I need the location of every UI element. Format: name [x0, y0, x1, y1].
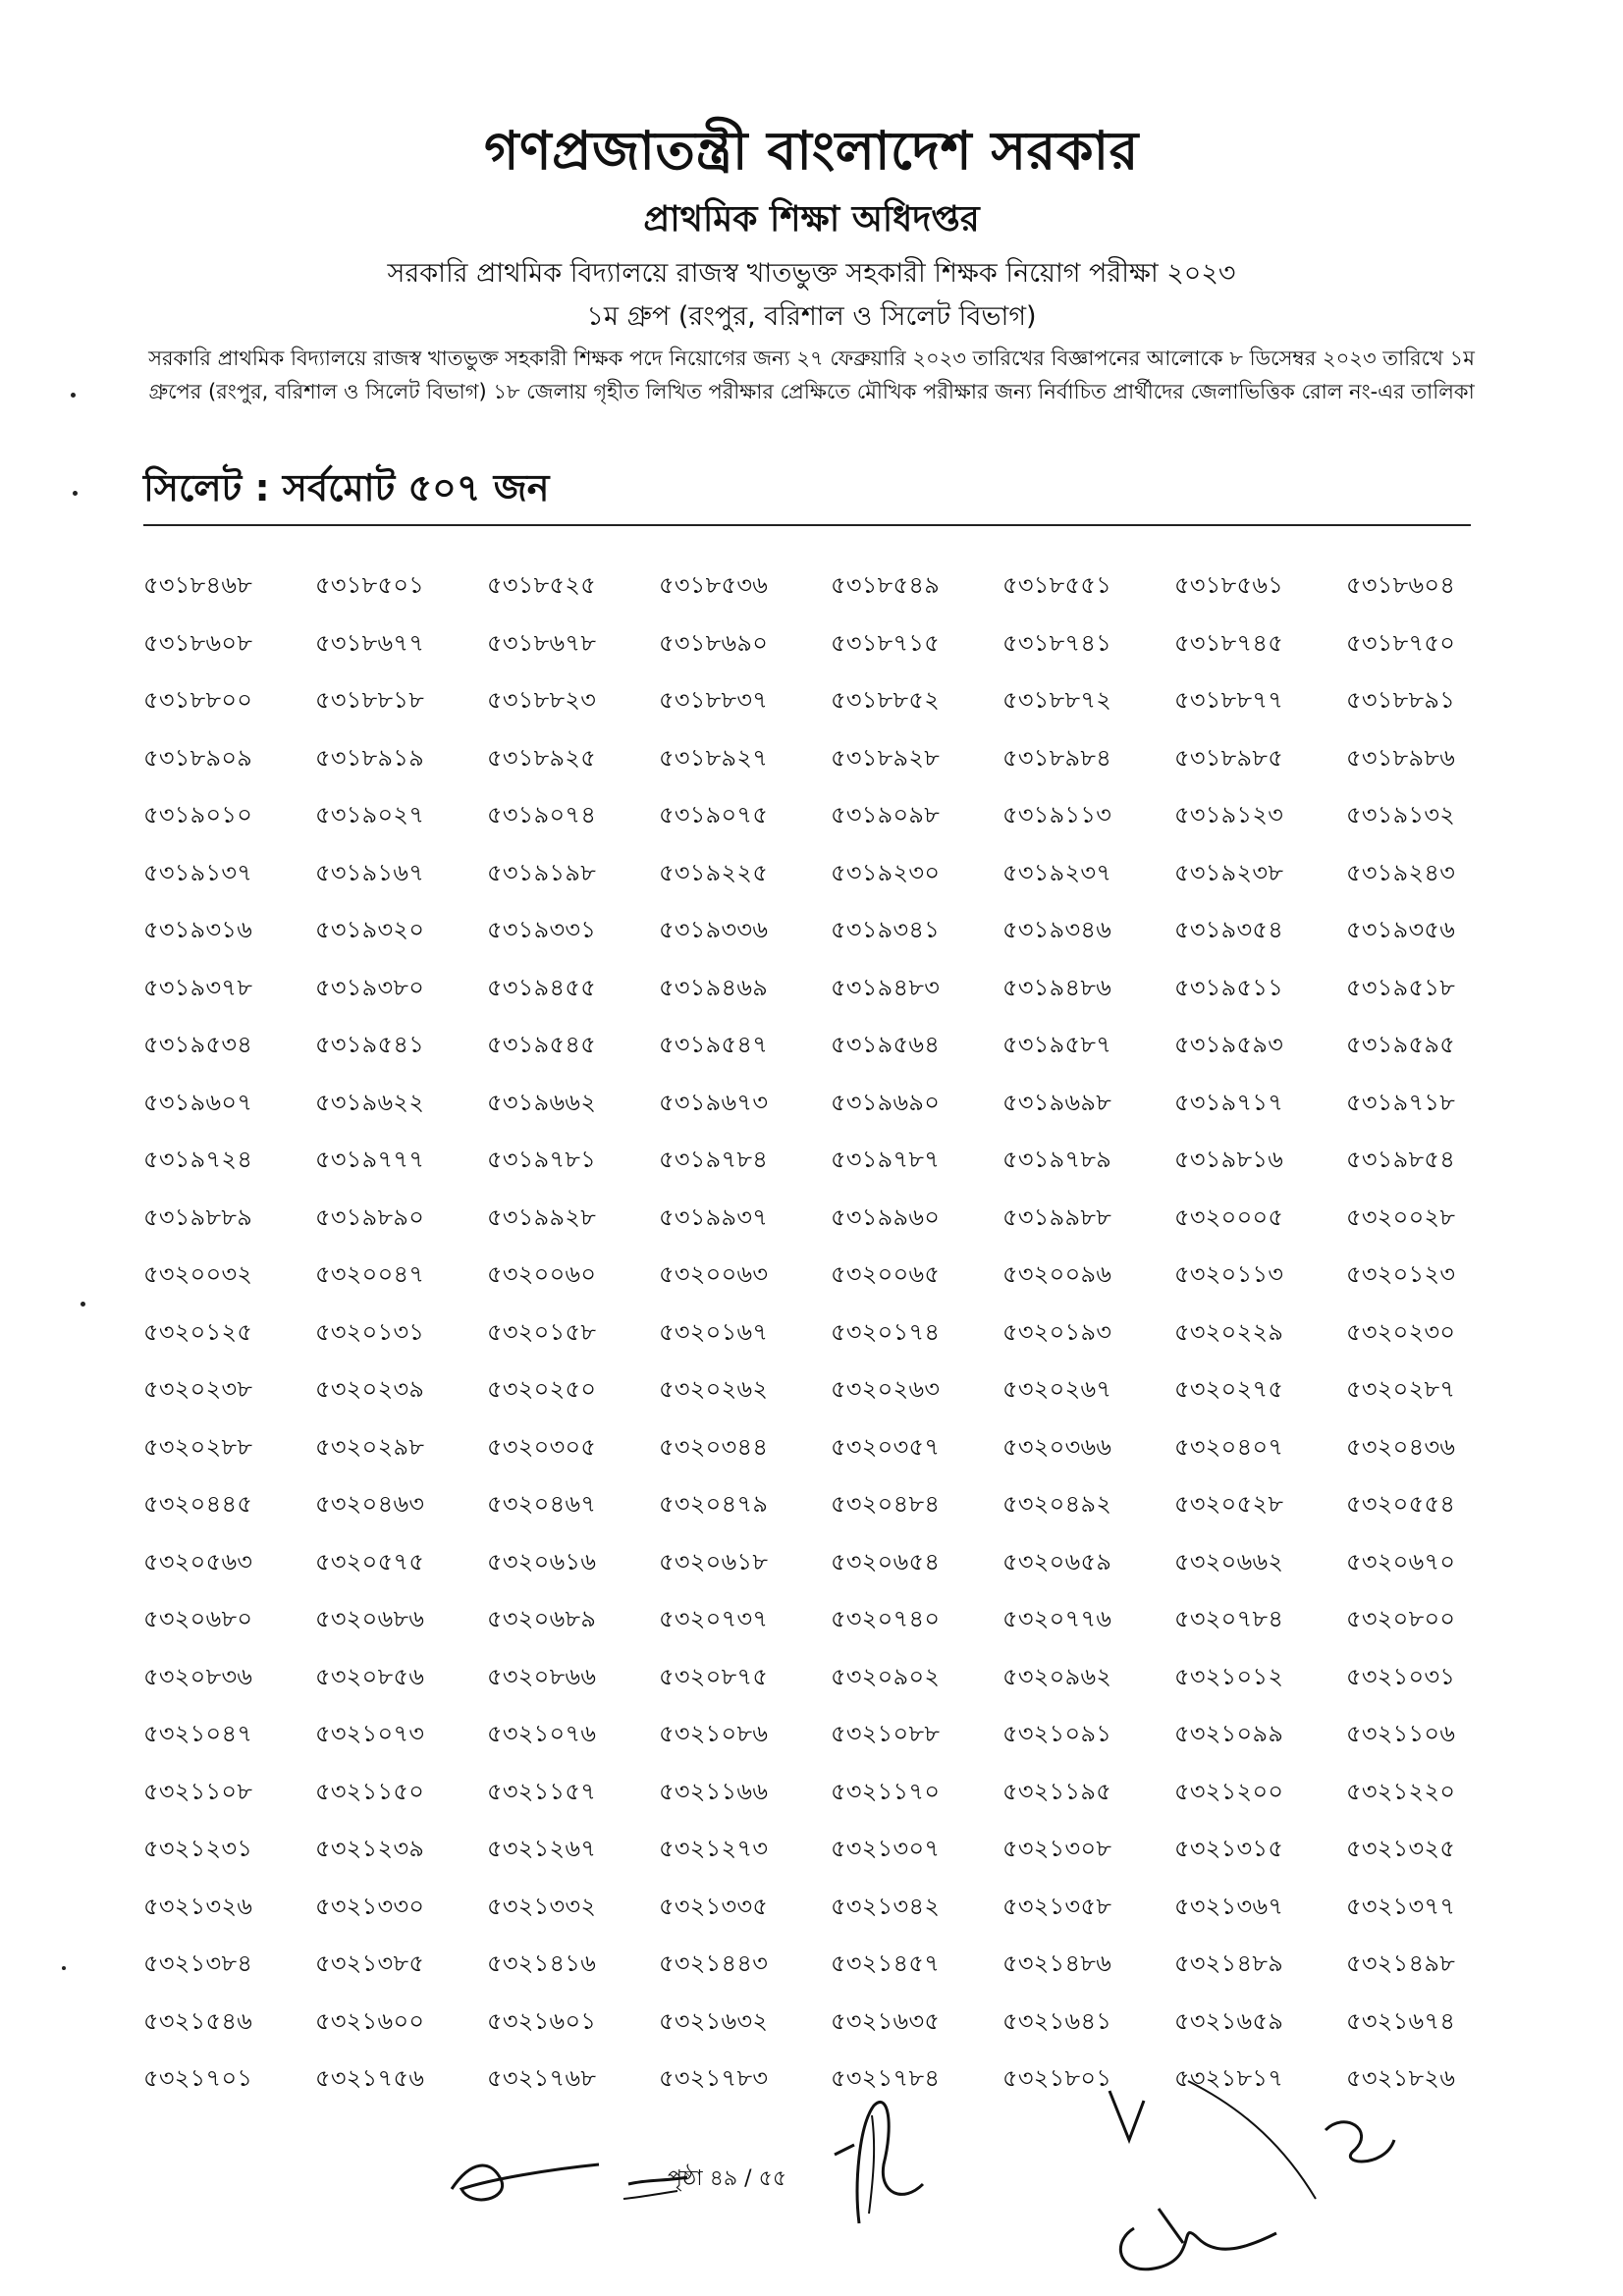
roll-number-cell: ৫৩২১৬৩২: [659, 2006, 769, 2035]
roll-number-cell: ৫৩২০১২৩: [1346, 1260, 1456, 1288]
roll-number-cell: ৫৩২১২৩৯: [315, 1835, 425, 1862]
roll-number-cell: ৫৩২০৫৭৫: [315, 1547, 425, 1575]
roll-number-cell: ৫৩১৯৪৮৬: [1002, 973, 1112, 1001]
roll-number-cell: ৫৩১৯৪৬৯: [659, 973, 769, 1001]
roll-number-cell: ৫৩২১৬০০: [315, 2006, 425, 2035]
roll-number-cell: ৫৩২০২৭৫: [1174, 1375, 1284, 1403]
roll-number-cell: ৫৩১৯৮৫৪: [1346, 1146, 1456, 1173]
roll-number-cell: ৫৩২০১৫৮: [487, 1317, 597, 1346]
scan-mark: [73, 491, 78, 496]
roll-number-cell: ৫৩১৯৩৩৬: [659, 916, 769, 943]
roll-number-cell: ৫৩২০৭৪০: [831, 1605, 941, 1632]
roll-number-cell: ৫৩২০৮৬৬: [487, 1662, 597, 1690]
roll-number-cell: ৫৩১৯৬৭৩: [659, 1088, 769, 1116]
roll-number-cell: ৫৩১৯০৭৪: [487, 801, 597, 828]
scan-mark: [81, 1302, 85, 1307]
roll-number-cell: ৫৩২১৫৪৬: [143, 2006, 253, 2035]
roll-number-cell: ৫৩১৯৪৫৫: [487, 973, 597, 1001]
roll-number-cell: ৫৩১৯৩২০: [315, 916, 425, 943]
roll-number-cell: ৫৩২১৭৮৩: [659, 2064, 769, 2092]
roll-number-cell: ৫৩২০০৩২: [143, 1260, 253, 1288]
roll-number-cell: ৫৩১৯৫৬৪: [831, 1031, 941, 1058]
roll-number-cell: ৫৩১৮৮৯১: [1346, 686, 1456, 714]
roll-number-cell: ৫৩১৮৫০১: [315, 571, 425, 599]
roll-number-cell: ৫৩১৮৬৭৭: [315, 628, 425, 657]
roll-number-cell: ৫৩২১৩৮৫: [315, 1949, 425, 1977]
roll-number-cell: ৫৩১৯৮৮৯: [143, 1202, 253, 1231]
roll-number-cell: ৫৩১৯৬৯৮: [1002, 1088, 1112, 1116]
roll-number-cell: ৫৩১৯৯৩৭: [659, 1202, 769, 1231]
roll-number-cell: ৫৩২১৩০৮: [1002, 1835, 1112, 1862]
roll-number-cell: ৫৩১৯৫১৮: [1346, 973, 1456, 1001]
roll-number-cell: ৫৩২০৩০৫: [487, 1432, 597, 1461]
roll-number-cell: ৫৩১৯০১০: [143, 801, 253, 828]
roll-number-cell: ৫৩২০৪৪৫: [143, 1490, 253, 1518]
roll-number-cell: ৫৩১৯১১৩: [1002, 801, 1112, 828]
roll-number-cell: ৫৩১৮৯৮৬: [1346, 743, 1456, 772]
roll-number-cell: ৫৩২১০৭৬: [487, 1720, 597, 1747]
roll-number-cell: ৫৩১৯৩৮০: [315, 973, 425, 1001]
roll-number-cell: ৫৩১৯৫৯৫: [1346, 1031, 1456, 1058]
roll-number-cell: ৫৩১৮৯১৯: [315, 743, 425, 772]
roll-number-cell: ৫৩১৮৮০০: [143, 686, 253, 714]
roll-number-cell: ৫৩১৮৯৮৫: [1174, 743, 1284, 772]
group-title: ১ম গ্রুপ (রংপুর, বরিশাল ও সিলেট বিভাগ): [586, 301, 1037, 332]
roll-number-cell: ৫৩২০৯৬২: [1002, 1662, 1112, 1690]
roll-number-cell: ৫৩২১১০৮: [143, 1777, 253, 1805]
roll-number-cell: ৫৩১৯৩৫৪: [1174, 916, 1284, 943]
roll-number-cell: ৫৩১৯৬০৭: [143, 1088, 253, 1116]
roll-number-cell: ৫৩২১৩৪২: [831, 1892, 941, 1920]
roll-number-cell: ৫৩২০১৯৩: [1002, 1317, 1112, 1346]
roll-number-cell: ৫৩২০৫৫৪: [1346, 1490, 1456, 1518]
roll-number-cell: ৫৩২০৬১৮: [659, 1547, 769, 1575]
roll-number-cell: ৫৩২১৮২৬: [1346, 2064, 1456, 2092]
roll-number-cell: ৫৩২০৫২৮: [1174, 1490, 1284, 1518]
roll-number-cell: ৫৩২১৭৬৮: [487, 2064, 597, 2092]
roll-number-cell: ৫৩১৯৯৮৮: [1002, 1202, 1112, 1231]
roll-number-cell: ৫৩২১৩৮৪: [143, 1949, 253, 1977]
roll-number-cell: ৫৩২১২৬৭: [487, 1835, 597, 1862]
roll-number-cell: ৫৩২১১৫০: [315, 1777, 425, 1805]
exam-title: সরকারি প্রাথমিক বিদ্যালয়ে রাজস্ব খাতভুক্ত সহকারী শিক্ষক নিয়োগ পরীক্ষা ২০২৩: [387, 258, 1236, 289]
roll-number-cell: ৫৩২১১৫৭: [487, 1777, 597, 1805]
roll-number-cell: ৫৩২০৬১৬: [487, 1547, 597, 1575]
roll-number-cell: ৫৩১৯০২৭: [315, 801, 425, 828]
roll-number-cell: ৫৩২১১৯৫: [1002, 1777, 1112, 1805]
roll-number-cell: ৫৩২১০১২: [1174, 1662, 1284, 1690]
roll-number-cell: ৫৩১৯১৬৭: [315, 858, 425, 886]
government-title: গণপ্রজাতন্ত্রী বাংলাদেশ সরকার: [484, 120, 1139, 182]
roll-number-cell: ৫৩২০৯০২: [831, 1662, 941, 1690]
roll-number-cell: ৫৩১৯৬৬২: [487, 1088, 597, 1116]
roll-number-cell: ৫৩২১৩৩০: [315, 1892, 425, 1920]
roll-number-cell: ৫৩২০৩৪৪: [659, 1432, 769, 1461]
roll-number-cell: ৫৩১৮৭৪১: [1002, 628, 1112, 657]
roll-number-cell: ৫৩২০৬৫৪: [831, 1547, 941, 1575]
notice-text: সরকারি প্রাথমিক বিদ্যালয়ে রাজস্ব খাতভুক্ত সহকারী শিক্ষক পদে নিয়োগের জন্য ২৭ ফেব্রুয়ারি ২০২৩ তারিখের বিজ্ঞাপনের আলোকে ৮ ডিসেম্বর ২০২৩ তারিখে ১ম গ্রুপের (রংপুর, বরিশাল ও সিলেট বিভাগ) ১৮ জেলায় গৃহীত লিখিত পরীক্ষার প্রেক্ষিতে মৌখিক পরীক্ষার জন্য নির্বাচিত প্রার্থীদের জেলাভিত্তিক রোল নং-এর তালিকা: [148, 347, 1475, 403]
roll-number-cell: ৫৩২০৪৭৯: [659, 1490, 769, 1518]
roll-number-cell: ৫৩১৮৯২৮: [831, 743, 941, 772]
roll-number-cell: ৫৩২০৬৮০: [143, 1605, 253, 1632]
roll-number-cell: ৫৩২১৪১৬: [487, 1949, 597, 1977]
roll-number-cell: ৫৩১৯৩১৬: [143, 916, 253, 943]
roll-number-cell: ৫৩১৯৯২৮: [487, 1202, 597, 1231]
roll-number-cell: ৫৩১৮৮৫২: [831, 686, 941, 714]
department-title: প্রাথমিক শিক্ষা অধিদপ্তর: [643, 199, 980, 240]
roll-number-cell: ৫৩২১০৪৭: [143, 1720, 253, 1747]
roll-number-cell: ৫৩২১০৩১: [1346, 1662, 1456, 1690]
roll-number-cell: ৫৩২০৮৩৬: [143, 1662, 253, 1690]
roll-number-cell: ৫৩২০৪৯২: [1002, 1490, 1112, 1518]
roll-number-cell: ৫৩২১০৮৬: [659, 1720, 769, 1747]
roll-number-cell: ৫৩২১৩০৭: [831, 1835, 941, 1862]
roll-number-cell: ৫৩২০৬৮৯: [487, 1605, 597, 1632]
roll-number-cell: ৫৩১৯৭৭৭: [315, 1146, 425, 1173]
roll-number-cell: ৫৩২০৮৭৫: [659, 1662, 769, 1690]
roll-number-cell: ৫৩১৯৭৮৯: [1002, 1146, 1112, 1173]
roll-number-cell: ৫৩২০৭৩৭: [659, 1605, 769, 1632]
roll-number-cell: ৫৩২০২৩০: [1346, 1317, 1456, 1346]
roll-number-cell: ৫৩২০৪৬৭: [487, 1490, 597, 1518]
roll-number-cell: ৫৩১৯৫৪১: [315, 1031, 425, 1058]
roll-number-cell: ৫৩২১৮০১: [1002, 2064, 1112, 2092]
roll-number-cell: ৫৩১৯৬৯০: [831, 1088, 941, 1116]
roll-number-cell: ৫৩১৯৮৯০: [315, 1202, 425, 1231]
roll-number-cell: ৫৩১৯৩৩১: [487, 916, 597, 943]
roll-number-cell: ৫৩২১৬৭৪: [1346, 2006, 1456, 2035]
roll-number-cell: ৫৩২০০৬৫: [831, 1260, 941, 1288]
roll-number-cell: ৫৩২০১৩১: [315, 1317, 425, 1346]
scan-mark: [62, 1966, 66, 1970]
roll-number-cell: ৫৩২০৮৫৬: [315, 1662, 425, 1690]
roll-number-cell: ৫৩১৯৩৫৬: [1346, 916, 1456, 943]
roll-number-cell: ৫৩১৮৮৭২: [1002, 686, 1112, 714]
roll-number-cell: ৫৩১৮৬৯০: [659, 628, 769, 657]
roll-number-cell: ৫৩১৮৫২৫: [487, 571, 597, 599]
roll-number-cell: ৫৩২০০০৫: [1174, 1202, 1284, 1231]
roll-number-cell: ৫৩১৯০৯৮: [831, 801, 941, 828]
roll-number-cell: ৫৩১৯৬২২: [315, 1088, 425, 1116]
roll-number-cell: ৫৩২১৬০১: [487, 2006, 597, 2035]
roll-number-cell: ৫৩২১৪৪৩: [659, 1949, 769, 1977]
roll-number-cell: ৫৩১৯৫৯৩: [1174, 1031, 1284, 1058]
roll-number-cell: ৫৩২১৬৫৯: [1174, 2006, 1284, 2035]
roll-number-cell: ৫৩১৮৮৩৭: [659, 686, 769, 714]
roll-number-cell: ৫৩২১১৭০: [831, 1777, 941, 1805]
roll-number-cell: ৫৩২০২৫০: [487, 1375, 597, 1403]
signature-left-icon: [432, 2110, 727, 2228]
roll-number-cell: ৫৩২০২৮৭: [1346, 1375, 1456, 1403]
roll-number-cell: ৫৩২০৩৫৭: [831, 1432, 941, 1461]
roll-number-cell: ৫৩২০৩৬৬: [1002, 1432, 1112, 1461]
roll-number-cell: ৫৩২০২৩৮: [143, 1375, 253, 1403]
page-number: পৃষ্ঠা ৪৯ / ৫৫: [668, 2166, 787, 2191]
roll-number-cell: ৫৩১৮৮১৮: [315, 686, 425, 714]
roll-number-cell: ৫৩২০৪৩৬: [1346, 1432, 1456, 1461]
roll-number-cell: ৫৩২১৩২৫: [1346, 1835, 1456, 1862]
roll-number-cell: ৫৩২০৮০০: [1346, 1605, 1456, 1632]
roll-number-cell: ৫৩২১০৯৯: [1174, 1720, 1284, 1747]
roll-number-cell: ৫৩২১২৭৩: [659, 1835, 769, 1862]
roll-number-cell: ৫৩২০০৬৩: [659, 1260, 769, 1288]
roll-number-cell: ৫৩২১২২০: [1346, 1777, 1456, 1805]
roll-number-cell: ৫৩২০৬৬২: [1174, 1547, 1284, 1575]
roll-number-cell: ৫৩১৯২৩৭: [1002, 858, 1112, 886]
roll-number-cell: ৫৩২০১১৩: [1174, 1260, 1284, 1288]
roll-number-cell: ৫৩২০১৭৪: [831, 1317, 941, 1346]
roll-number-cell: ৫৩২১৩৩২: [487, 1892, 597, 1920]
roll-number-cell: ৫৩২১০৯১: [1002, 1720, 1112, 1747]
roll-number-cell: ৫৩২১৩৫৮: [1002, 1892, 1112, 1920]
roll-number-cell: ৫৩১৯৭৮৭: [831, 1146, 941, 1173]
roll-number-cell: ৫৩২১৪৮৯: [1174, 1949, 1284, 1977]
roll-number-cell: ৫৩১৯০৭৫: [659, 801, 769, 828]
roll-number-cell: ৫৩১৯১৩২: [1346, 801, 1456, 828]
roll-number-cell: ৫৩১৮৫৪৯: [831, 571, 941, 599]
roll-number-cell: ৫৩১৯৫৪৭: [659, 1031, 769, 1058]
roll-number-cell: ৫৩২০৪৮৪: [831, 1490, 941, 1518]
roll-number-cell: ৫৩১৮৬০৮: [143, 628, 253, 657]
roll-number-cell: ৫৩২১৭৮৪: [831, 2064, 941, 2092]
roll-number-cell: ৫৩১৯৭১৮: [1346, 1088, 1456, 1116]
roll-number-cell: ৫৩২১৩৩৫: [659, 1892, 769, 1920]
roll-number-cell: ৫৩২১৪৯৮: [1346, 1949, 1456, 1977]
roll-number-cell: ৫৩২১৩৬৭: [1174, 1892, 1284, 1920]
roll-number-cell: ৫৩২০২৬৭: [1002, 1375, 1112, 1403]
roll-number-cell: ৫৩১৮৪৬৮: [143, 571, 253, 599]
roll-number-cell: ৫৩২০১২৫: [143, 1317, 253, 1346]
roll-number-cell: ৫৩১৮৯৮৪: [1002, 743, 1112, 772]
roll-number-cell: ৫৩১৯৪৮৩: [831, 973, 941, 1001]
roll-number-cell: ৫৩২০২৬২: [659, 1375, 769, 1403]
roll-number-cell: ৫৩২০২৬৩: [831, 1375, 941, 1403]
roll-number-cell: ৫৩১৯২৩০: [831, 858, 941, 886]
roll-number-cell: ৫৩১৮৮৭৭: [1174, 686, 1284, 714]
section-divider: [143, 524, 1471, 526]
roll-number-cell: ৫৩১৮৫৫১: [1002, 571, 1112, 599]
roll-number-cell: ৫৩১৯১৯৮: [487, 858, 597, 886]
roll-number-cell: ৫৩১৯১২৩: [1174, 801, 1284, 828]
roll-number-cell: ৫৩১৮৮২৩: [487, 686, 597, 714]
roll-number-cell: ৫৩২১৩২৬: [143, 1892, 253, 1920]
roll-number-cell: ৫৩১৯৫৩৪: [143, 1031, 253, 1058]
roll-number-cell: ৫৩১৯১৩৭: [143, 858, 253, 886]
signature-right-icon: [1090, 2071, 1414, 2287]
roll-number-cell: ৫৩২০০৪৭: [315, 1260, 425, 1288]
section-title: সিলেট : সর্বমোট ৫০৭ জন: [143, 466, 550, 509]
roll-number-cell: ৫৩১৮৬০৪: [1346, 571, 1456, 599]
roll-number-cell: ৫৩২১৬৪১: [1002, 2006, 1112, 2035]
roll-number-cell: ৫৩১৯৫৪৫: [487, 1031, 597, 1058]
signature-middle-icon: [815, 2086, 972, 2233]
roll-number-cell: ৫৩২০৬৮৬: [315, 1605, 425, 1632]
roll-number-cell: ৫৩২০৪৬৩: [315, 1490, 425, 1518]
roll-number-cell: ৫৩১৮৭৫০: [1346, 628, 1456, 657]
roll-number-cell: ৫৩২১০৭৩: [315, 1720, 425, 1747]
roll-number-cell: ৫৩১৮৫৬১: [1174, 571, 1284, 599]
roll-number-cell: ৫৩২১০৮৮: [831, 1720, 941, 1747]
roll-number-cell: ৫৩১৯৭১৭: [1174, 1088, 1284, 1116]
roll-number-cell: ৫৩২০৪০৭: [1174, 1432, 1284, 1461]
roll-number-cell: ৫৩১৯৯৬০: [831, 1202, 941, 1231]
roll-number-cell: ৫৩২০২২৯: [1174, 1317, 1284, 1346]
roll-number-cell: ৫৩১৯৩৪১: [831, 916, 941, 943]
roll-number-cell: ৫৩১৯২২৫: [659, 858, 769, 886]
roll-number-cell: ৫৩১৯৭২৪: [143, 1146, 253, 1173]
roll-number-cell: ৫৩২১১০৬: [1346, 1720, 1456, 1747]
roll-number-cell: ৫৩২০১৬৭: [659, 1317, 769, 1346]
roll-number-cell: ৫৩২০৬৭০: [1346, 1547, 1456, 1575]
roll-number-cell: ৫৩১৯৩৭৮: [143, 973, 253, 1001]
roll-number-cell: ৫৩২০৫৬৩: [143, 1547, 253, 1575]
roll-number-cell: ৫৩২১৮১৭: [1174, 2064, 1284, 2092]
roll-number-cell: ৫৩২০২৯৮: [315, 1432, 425, 1461]
roll-number-cell: ৫৩১৮৯০৯: [143, 743, 253, 772]
roll-number-cell: ৫৩২১৬৩৫: [831, 2006, 941, 2035]
roll-number-cell: ৫৩১৮৬৭৮: [487, 628, 597, 657]
roll-number-cell: ৫৩১৮৫৩৬: [659, 571, 769, 599]
roll-number-cell: ৫৩২০২৩৯: [315, 1375, 425, 1403]
roll-number-cell: ৫৩২০৭৮৪: [1174, 1605, 1284, 1632]
roll-number-table: [143, 567, 1518, 2118]
roll-number-cell: ৫৩২০৭৭৬: [1002, 1605, 1112, 1632]
roll-number-cell: ৫৩২১৭০১: [143, 2064, 253, 2092]
roll-number-cell: ৫৩১৯৭৮৪: [659, 1146, 769, 1173]
roll-number-cell: ৫৩২০২৮৮: [143, 1432, 253, 1461]
roll-number-cell: ৫৩২১২৩১: [143, 1835, 253, 1862]
roll-number-cell: ৫৩২১৩৭৭: [1346, 1892, 1456, 1920]
roll-number-cell: ৫৩২০০৯৬: [1002, 1260, 1112, 1288]
roll-number-cell: ৫৩১৮৭১৫: [831, 628, 941, 657]
roll-number-cell: ৫৩১৮৭৪৫: [1174, 628, 1284, 657]
roll-number-cell: ৫৩২১৭৫৬: [315, 2064, 425, 2092]
roll-number-cell: ৫৩২০০২৮: [1346, 1202, 1456, 1231]
roll-number-cell: ৫৩২০০৬০: [487, 1260, 597, 1288]
roll-number-cell: ৫৩১৯৫১১: [1174, 973, 1284, 1001]
roll-number-cell: ৫৩২১৩১৫: [1174, 1835, 1284, 1862]
roll-number-cell: ৫৩২০৬৫৯: [1002, 1547, 1112, 1575]
scan-mark: [71, 393, 76, 398]
roll-number-cell: ৫৩১৯৩৪৬: [1002, 916, 1112, 943]
roll-number-cell: ৫৩১৮৯২৫: [487, 743, 597, 772]
roll-number-cell: ৫৩২১৪৮৬: [1002, 1949, 1112, 1977]
roll-number-cell: ৫৩২১৪৫৭: [831, 1949, 941, 1977]
roll-number-cell: ৫৩১৯২৩৮: [1174, 858, 1284, 886]
roll-number-cell: ৫৩২১২০০: [1174, 1777, 1284, 1805]
roll-number-cell: ৫৩১৯৭৮১: [487, 1146, 597, 1173]
roll-number-cell: ৫৩১৯৮১৬: [1174, 1146, 1284, 1173]
roll-number-cell: ৫৩২১১৬৬: [659, 1777, 769, 1805]
roll-number-cell: ৫৩১৯৫৮৭: [1002, 1031, 1112, 1058]
roll-number-cell: ৫৩১৯২৪৩: [1346, 858, 1456, 886]
roll-number-cell: ৫৩১৮৯২৭: [659, 743, 769, 772]
